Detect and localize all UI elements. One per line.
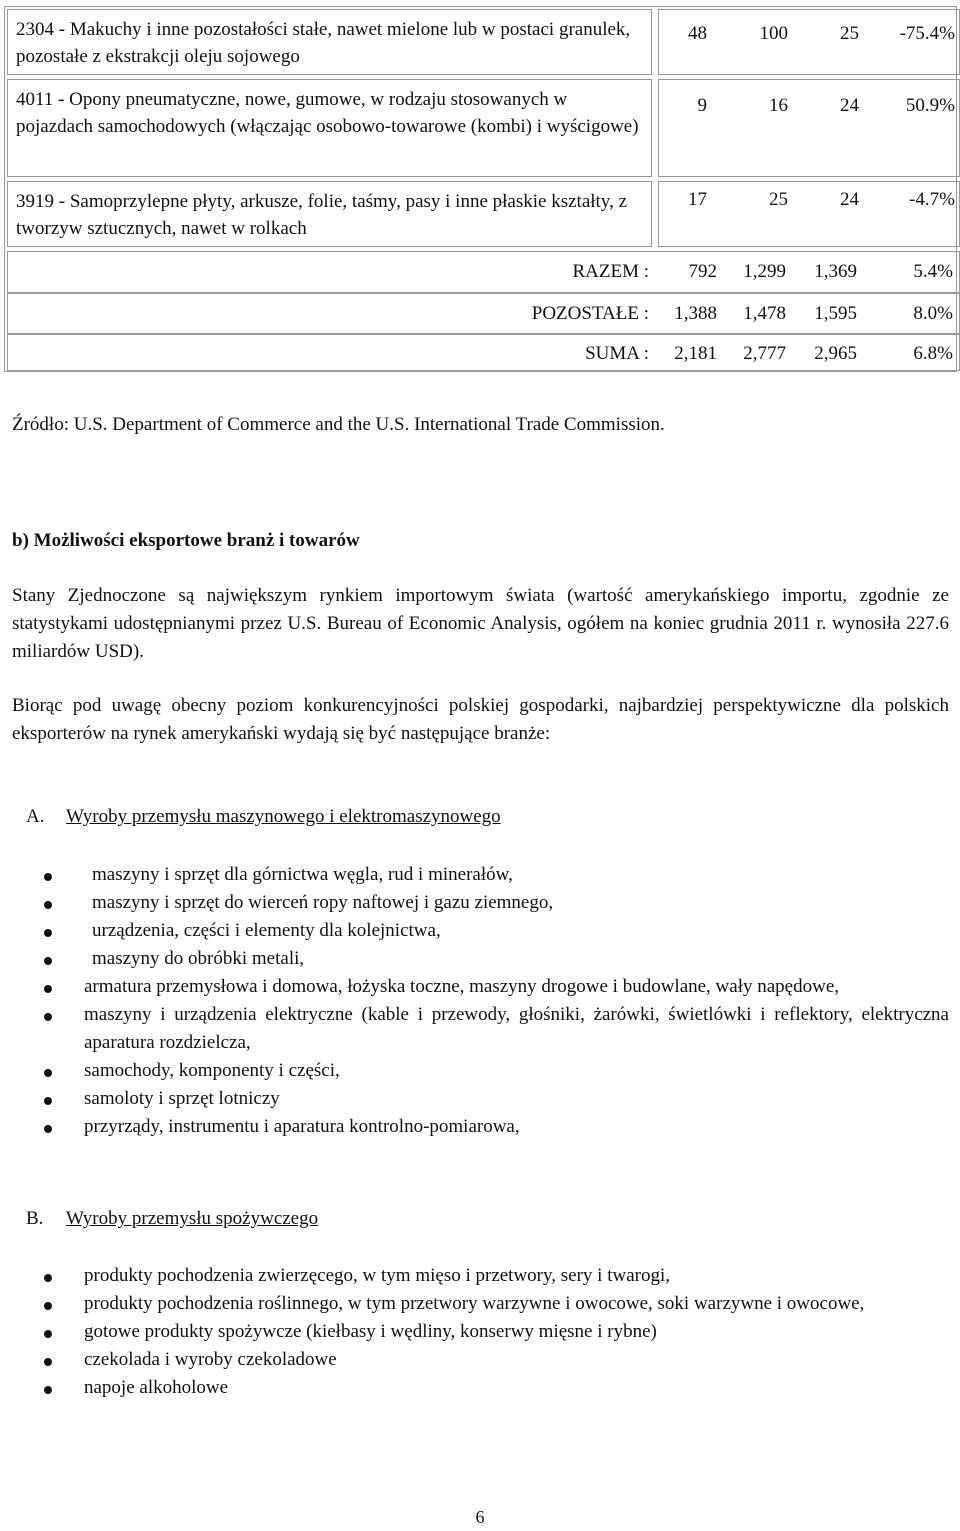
value-cell: 1,478	[743, 303, 786, 324]
value-cell: 2,777	[743, 343, 786, 364]
totals-row	[7, 251, 960, 293]
bullet-icon	[44, 929, 52, 937]
list-item-text: czekolada i wyroby czekoladowe	[84, 1349, 337, 1370]
list-item	[0, 1318, 949, 1346]
totals-label: SUMA :	[585, 343, 649, 364]
table-row-values	[658, 181, 960, 247]
bullet-icon	[44, 1274, 52, 1282]
value-cell: 792	[688, 261, 717, 282]
list-item-text: napoje alkoholowe	[84, 1377, 229, 1398]
trade-table	[4, 6, 957, 372]
totals-label: RAZEM :	[572, 261, 649, 282]
percent-cell: 8.0%	[913, 303, 953, 324]
value-cell: 9	[697, 95, 707, 116]
percent-cell: -75.4%	[899, 23, 955, 44]
section-letter: A.	[26, 806, 45, 827]
value-cell: 1,369	[814, 261, 857, 282]
bullet-icon	[44, 985, 52, 993]
list-item-text: urządzenia, części i elementy dla kolejnictwa,	[92, 920, 441, 941]
section-b-title	[26, 1205, 318, 1233]
paragraph: Stany Zjednoczone są największym rynkiem importowym świata (wartość amerykańskiego importu, zgodnie ze statystykami udostępnianymi przez U.S. Bureau of Economic Analysis, ogółem na koniec grudnia 2011 r. wynosiła 227.6 miliardów USD).	[12, 585, 949, 662]
list-item	[0, 1374, 949, 1402]
value-cell: 1,299	[743, 261, 786, 282]
value-cell: 25	[769, 189, 788, 210]
paragraph: Biorąc pod uwagę obecny poziom konkurencyjności polskiej gospodarki, najbardziej perspektywiczne dla polskich eksporterów na rynek amerykański wydają się być następujące branże:	[12, 695, 949, 744]
percent-cell: 50.9%	[905, 95, 955, 116]
list-item-text: maszyny do obróbki metali,	[92, 948, 305, 969]
value-cell: 2,181	[674, 343, 717, 364]
list-item	[0, 1290, 949, 1318]
list-item	[0, 861, 949, 889]
bullet-icon	[44, 1097, 52, 1105]
table-row-values	[658, 79, 960, 177]
value-cell: 100	[759, 23, 788, 44]
value-cell: 2,965	[814, 343, 857, 364]
bullet-icon	[44, 901, 52, 909]
list-item-text: produkty pochodzenia roślinnego, w tym przetwory warzywne i owocowe, soki warzywne i owocowe,	[84, 1293, 865, 1314]
list-item-text: samoloty i sprzęt lotniczy	[84, 1088, 280, 1109]
bullet-icon	[44, 873, 52, 881]
list-item-text: produkty pochodzenia zwierzęcego, w tym mięso i przetwory, sery i twarogi,	[84, 1265, 670, 1286]
list-item-text: maszyny i urządzenia elektryczne (kable i przewody, głośniki, żarówki, świetlówki i reflektory, elektryczna aparatura rozdzielcza,	[84, 1004, 949, 1053]
bullet-icon	[44, 957, 52, 965]
table-row-values	[658, 9, 960, 75]
table-row-desc: 3919 - Samoprzylepne płyty, arkusze, folie, taśmy, pasy i inne płaskie kształty, z tworzyw sztucznych, nawet w rolkach	[7, 181, 652, 247]
list-item-text: gotowe produkty spożywcze (kiełbasy i wędliny, konserwy mięsne i rybne)	[84, 1321, 657, 1342]
list-item-text: maszyny i sprzęt do wierceń ropy naftowej i gazu ziemnego,	[92, 892, 554, 913]
section-title-text: Wyroby przemysłu maszynowego i elektromaszynowego	[66, 806, 501, 827]
bullet-icon	[44, 1330, 52, 1338]
totals-row	[7, 333, 960, 371]
bullet-icon	[44, 1302, 52, 1310]
list-item	[0, 889, 949, 917]
list-item-text: przyrządy, instrumentu i aparatura kontrolno-pomiarowa,	[84, 1116, 520, 1137]
list-item	[0, 1001, 949, 1057]
percent-cell: -4.7%	[909, 189, 955, 210]
bullet-list-a	[0, 861, 949, 1141]
bullet-icon	[44, 1069, 52, 1077]
list-item	[0, 1085, 949, 1113]
list-item	[0, 1346, 949, 1374]
totals-row	[7, 293, 960, 335]
value-cell: 25	[840, 23, 859, 44]
section-a-title	[26, 803, 501, 831]
section-heading: b) Możliwości eksportowe branż i towarów	[12, 530, 360, 551]
value-cell: 24	[840, 189, 859, 210]
totals-label: POZOSTAŁE :	[531, 303, 649, 324]
section-letter: B.	[26, 1208, 44, 1229]
list-item-text: samochody, komponenty i części,	[84, 1060, 340, 1081]
value-cell: 16	[769, 95, 788, 116]
table-row-desc: 4011 - Opony pneumatyczne, nowe, gumowe, w rodzaju stosowanych w pojazdach samochodowych (włączając osobowo-towarowe (kombi) i wyścigowe)	[7, 79, 652, 177]
list-item-text: armatura przemysłowa i domowa, łożyska toczne, maszyny drogowe i budowlane, wały napędowe,	[84, 976, 840, 997]
table-row-desc: 2304 - Makuchy i inne pozostałości stałe, nawet mielone lub w postaci granulek, pozostałe z ekstrakcji oleju sojowego	[7, 9, 652, 75]
percent-cell: 6.8%	[913, 343, 953, 364]
value-cell: 48	[688, 23, 707, 44]
percent-cell: 5.4%	[913, 261, 953, 282]
list-item	[0, 1262, 949, 1290]
list-item	[0, 945, 949, 973]
bullet-icon	[44, 1125, 52, 1133]
value-cell: 1,388	[674, 303, 717, 324]
section-title-text: Wyroby przemysłu spożywczego	[66, 1208, 319, 1229]
source-note: Źródło: U.S. Department of Commerce and the U.S. International Trade Commission.	[12, 414, 665, 435]
bullet-icon	[44, 1013, 52, 1021]
list-item	[0, 917, 949, 945]
bullet-icon	[44, 1358, 52, 1366]
list-item	[0, 973, 949, 1001]
value-cell: 24	[840, 95, 859, 116]
list-item	[0, 1113, 949, 1141]
bullet-list-b	[0, 1262, 949, 1402]
bullet-icon	[44, 1386, 52, 1394]
list-item-text: maszyny i sprzęt dla górnictwa węgla, rud i minerałów,	[92, 864, 513, 885]
value-cell: 17	[688, 189, 707, 210]
list-item	[0, 1057, 949, 1085]
page-number: 6	[475, 1507, 485, 1527]
value-cell: 1,595	[814, 303, 857, 324]
